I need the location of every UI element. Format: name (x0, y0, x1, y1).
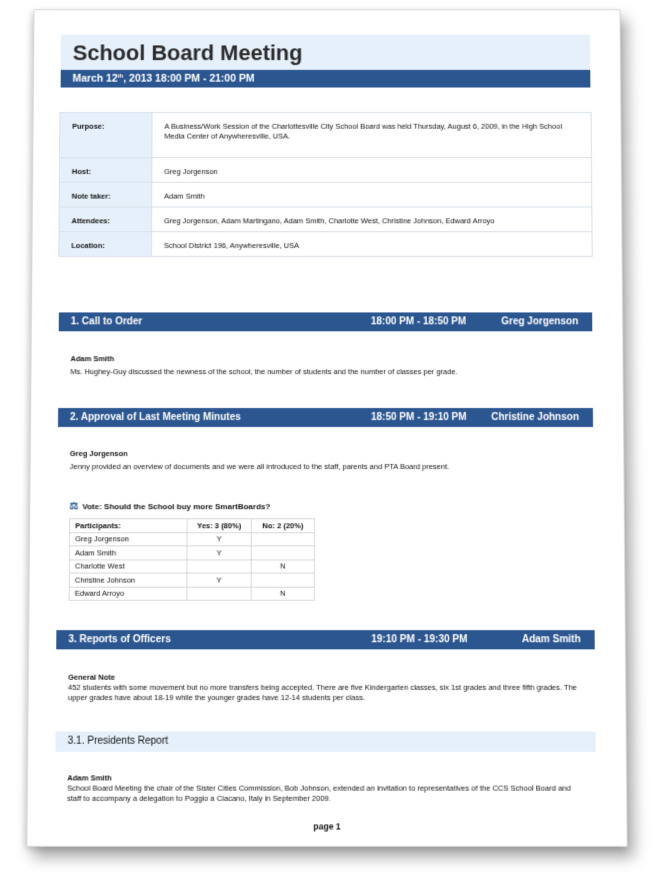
subsection-header (55, 732, 595, 752)
vote-question (69, 501, 270, 512)
document-page (26, 9, 627, 847)
participant-name: Charlotte West (69, 559, 187, 573)
title-banner (61, 35, 591, 70)
subsection-title: 3.1. Presidents Report (67, 735, 169, 747)
table-row (69, 573, 314, 587)
speaker-name: General Note (68, 672, 116, 682)
table-row (69, 587, 314, 601)
section-title: 3. Reports of Officers (68, 634, 171, 646)
info-row-location (59, 232, 592, 257)
vote-no (251, 573, 314, 587)
info-value: A Business/Work Session of the Charlottesville City School Board was held Thursday, August 6, 2009, in the High School Media Center of Anywheresville, USA. (152, 113, 592, 158)
participant-name: Greg Jorgenson (70, 532, 187, 546)
speaker-name: Adam Smith (67, 773, 112, 783)
vote-header-participants: Participants: (70, 519, 187, 533)
date-ordinal: th (117, 73, 124, 80)
info-value: Greg Jorgenson, Adam Martingano, Adam Smith, Charlotte West, Christine Johnson, Edward Arroyo (151, 207, 592, 232)
meeting-date (73, 73, 255, 85)
info-label: Host: (59, 158, 151, 183)
table-row (69, 559, 314, 573)
participant-name: Christine Johnson (69, 573, 187, 587)
section-header-approval (58, 408, 593, 427)
vote-no: N (251, 559, 314, 573)
page-number: page 1 (313, 821, 341, 832)
section-header-call-to-order (59, 312, 593, 331)
section-time: 19:10 PM - 19:30 PM (371, 634, 468, 646)
participant-name: Edward Arroyo (69, 587, 187, 601)
vote-header-yes: Yes: 3 (80%) (187, 519, 251, 533)
meeting-date-bar (61, 70, 591, 88)
info-label: Location: (59, 232, 152, 257)
vote-yes (187, 559, 251, 573)
section-note: Jenny provided an overview of documents and we were all introduced to the staff, parents and PTA Board present. (69, 462, 450, 472)
info-row-notetaker (59, 182, 592, 207)
section-note: 452 students with some movement but no more transfers being accepted. There are five Kindergarten classes, six 1st grades and three fifth grades. The upper grades have about 18-19 while the younger grades have 12-14 students per class. (67, 682, 577, 703)
vote-yes: Y (187, 532, 251, 546)
participant-name: Adam Smith (69, 546, 187, 560)
info-row-host (59, 158, 591, 183)
speaker-name: Greg Jorgenson (69, 449, 128, 459)
vote-no: N (251, 587, 314, 601)
vote-question-text: Vote: Should the School buy more SmartBoards? (82, 502, 271, 512)
vote-yes (187, 587, 251, 601)
section-title: 1. Call to Order (70, 316, 143, 328)
section-time: 18:00 PM - 18:50 PM (370, 316, 467, 328)
info-row-attendees (59, 207, 592, 232)
section-note: School Board Meeting the chair of the Sister Cities Commission, Bob Johnson, extended an invitation to representatives of the CCS School Board and staff to accompany a delegation to Poggio a Ciacano, Italy in September 2009. (67, 783, 571, 803)
info-label: Note taker: (59, 182, 152, 207)
info-label: Purpose: (60, 113, 153, 158)
table-row (69, 546, 314, 560)
page-title: School Board Meeting (72, 40, 303, 65)
section-owner: Greg Jorgenson (501, 316, 579, 328)
meeting-info-table (58, 112, 592, 257)
vote-yes: Y (187, 573, 251, 587)
section-time: 18:50 PM - 19:10 PM (370, 412, 467, 423)
info-row-purpose (60, 113, 592, 158)
vote-no (251, 532, 314, 546)
date-main: March 12 (72, 72, 118, 85)
scale-icon: ⚖ (69, 501, 79, 513)
section-title: 2. Approval of Last Meeting Minutes (70, 412, 241, 423)
vote-header-no: No: 2 (20%) (251, 519, 314, 533)
section-owner: Adam Smith (521, 634, 581, 646)
info-label: Attendees: (59, 207, 152, 232)
vote-table (69, 518, 315, 601)
section-note: Ms. Hughey-Guy discussed the newness of the school, the number of students and the number of classes per grade. (70, 367, 458, 377)
vote-yes: Y (187, 546, 251, 560)
section-owner: Christine Johnson (491, 412, 579, 423)
section-header-reports (56, 630, 595, 649)
info-value: Greg Jorgenson (152, 158, 592, 183)
vote-header-row (70, 519, 315, 533)
table-row (70, 532, 315, 546)
speaker-name: Adam Smith (70, 354, 115, 364)
info-value: Adam Smith (152, 182, 592, 207)
vote-no (251, 546, 314, 560)
info-value: School District 196, Anywheresville, USA (151, 232, 592, 257)
date-time-range: , 2013 18:00 PM - 21:00 PM (123, 72, 255, 85)
